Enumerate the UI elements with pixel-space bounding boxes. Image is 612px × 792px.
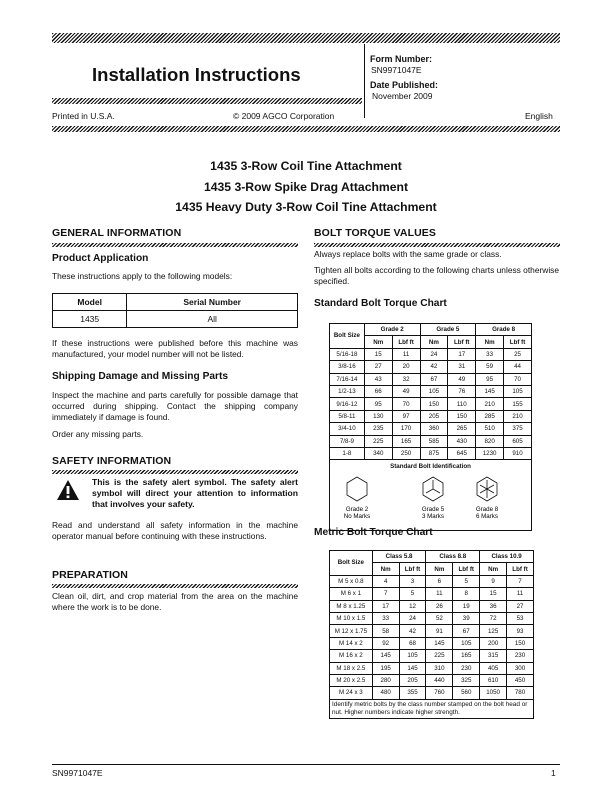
torque-value-cell: 36 — [480, 600, 507, 612]
torque-value-cell: 59 — [476, 361, 504, 373]
torque-value-cell: 97 — [392, 410, 420, 422]
torque-value-cell: 910 — [504, 447, 532, 459]
bolt-size-cell: 9/16-12 — [330, 398, 365, 410]
torque-value-cell: 200 — [480, 637, 507, 649]
torque-value-cell: 53 — [507, 612, 534, 624]
preparation-heading-hatch — [52, 584, 298, 588]
footer-form-number: SN9971047E — [52, 768, 103, 778]
torque-value-cell: 52 — [426, 612, 453, 624]
bolt-identification-graphic — [333, 474, 529, 528]
bolt-size-cell: M 10 x 1.5 — [330, 612, 373, 624]
footer-rule — [52, 764, 560, 765]
safety-alert-icon — [56, 479, 80, 501]
standard-torque-rows — [330, 348, 532, 460]
bolt-size-cell: M 12 x 1.75 — [330, 625, 373, 637]
printed-in: Printed in U.S.A. — [52, 111, 115, 121]
bolt-size-cell: 3/4-10 — [330, 423, 365, 435]
torque-value-cell: 125 — [480, 625, 507, 637]
table-row — [330, 674, 534, 686]
torque-value-cell: 205 — [420, 410, 448, 422]
copyright: © 2009 AGCO Corporation — [233, 111, 335, 121]
torque-value-cell: 760 — [426, 687, 453, 699]
torque-value-cell: 33 — [372, 612, 399, 624]
bolt-size-cell: 7/8-9 — [330, 435, 365, 447]
doc-title-1: 1435 3-Row Coil Tine Attachment — [210, 159, 402, 173]
torque-value-cell: 285 — [476, 410, 504, 422]
table-row — [330, 625, 534, 637]
bolt-size-cell: M 6 x 1 — [330, 588, 373, 600]
document-titles — [0, 156, 612, 218]
torque-value-cell: 105 — [504, 385, 532, 397]
table-row — [330, 447, 532, 459]
standard-size-header: Bolt Size — [330, 324, 365, 349]
torque-value-cell: 70 — [504, 373, 532, 385]
table-row — [330, 410, 532, 422]
torque-value-cell: 11 — [507, 588, 534, 600]
table-row — [330, 435, 532, 447]
standard-ident-label: Standard Bolt Identification — [330, 460, 532, 472]
safety-alert-text: This is the safety alert symbol. The safety alert symbol will direct your attention to information that involves your safety. — [92, 477, 298, 510]
torque-value-cell: 250 — [392, 447, 420, 459]
torque-value-cell: 230 — [507, 650, 534, 662]
model-cell: 1435 — [53, 311, 127, 328]
standard-chart-heading: Standard Bolt Torque Chart — [314, 298, 447, 309]
unit-header: Lbf ft — [453, 563, 480, 575]
bolt-identification-cell — [330, 472, 532, 530]
torque-value-cell: 92 — [372, 637, 399, 649]
torque-value-cell: 145 — [426, 637, 453, 649]
metric-group-header: Class 8.8 — [426, 551, 480, 563]
unit-header: Lbf ft — [448, 336, 476, 348]
standard-group-header: Grade 5 — [420, 324, 476, 336]
torque-value-cell: 49 — [448, 373, 476, 385]
torque-value-cell: 280 — [372, 674, 399, 686]
model-note: If these instructions were published before this machine was manufactured, your model number will not be listed. — [52, 338, 298, 360]
header-bottom-hatch — [52, 126, 560, 132]
torque-value-cell: 17 — [448, 348, 476, 360]
torque-value-cell: 355 — [399, 687, 426, 699]
torque-value-cell: 91 — [426, 625, 453, 637]
date-published: November 2009 — [372, 91, 433, 101]
date-label: Date Published: — [370, 80, 439, 90]
torque-value-cell: 20 — [392, 361, 420, 373]
table-row — [330, 662, 534, 674]
torque-value-cell: 15 — [480, 588, 507, 600]
grade5-marks: 3 Marks — [421, 513, 445, 521]
torque-value-cell: 605 — [504, 435, 532, 447]
table-row — [330, 423, 532, 435]
title-block — [52, 44, 364, 104]
torque-value-cell: 32 — [392, 373, 420, 385]
metric-torque-table — [329, 550, 534, 719]
serial-cell: All — [127, 311, 298, 328]
unit-header: Nm — [426, 563, 453, 575]
doc-title-2: 1435 3-Row Spike Drag Attachment — [203, 179, 409, 194]
table-row — [330, 361, 532, 373]
torque-value-cell: 585 — [420, 435, 448, 447]
bolt-text-1: Always replace bolts with the same grade or class. — [314, 249, 502, 259]
torque-value-cell: 430 — [448, 435, 476, 447]
torque-value-cell: 130 — [364, 410, 392, 422]
table-row — [330, 575, 534, 587]
torque-value-cell: 170 — [392, 423, 420, 435]
torque-value-cell: 315 — [480, 650, 507, 662]
torque-value-cell: 11 — [426, 588, 453, 600]
bolt-size-cell: M 20 x 2.5 — [330, 674, 373, 686]
torque-value-cell: 195 — [372, 662, 399, 674]
bolt-size-cell: 5/16-18 — [330, 348, 365, 360]
safety-heading-hatch — [52, 470, 298, 474]
bolt-torque-heading: BOLT TORQUE VALUES — [314, 227, 436, 239]
torque-value-cell: 42 — [399, 625, 426, 637]
bolt-size-cell: M 18 x 2.5 — [330, 662, 373, 674]
torque-value-cell: 265 — [448, 423, 476, 435]
torque-value-cell: 95 — [364, 398, 392, 410]
shipping-damage-heading: Shipping Damage and Missing Parts — [52, 371, 229, 382]
torque-value-cell: 7 — [372, 588, 399, 600]
torque-value-cell: 165 — [392, 435, 420, 447]
unit-header: Nm — [480, 563, 507, 575]
torque-value-cell: 26 — [426, 600, 453, 612]
torque-value-cell: 155 — [504, 398, 532, 410]
torque-value-cell: 67 — [420, 373, 448, 385]
torque-value-cell: 210 — [476, 398, 504, 410]
header-divider — [364, 44, 365, 118]
torque-value-cell: 76 — [448, 385, 476, 397]
torque-value-cell: 4 — [372, 575, 399, 587]
unit-header: Nm — [476, 336, 504, 348]
table-row — [330, 385, 532, 397]
page-number: 1 — [551, 768, 556, 778]
torque-value-cell: 150 — [448, 410, 476, 422]
torque-value-cell: 1230 — [476, 447, 504, 459]
grade5-bolt-head-icon — [423, 477, 443, 501]
torque-value-cell: 225 — [364, 435, 392, 447]
bolt-size-cell: M 16 x 2 — [330, 650, 373, 662]
torque-value-cell: 7 — [507, 575, 534, 587]
torque-value-cell: 12 — [399, 600, 426, 612]
torque-value-cell: 105 — [399, 650, 426, 662]
torque-value-cell: 93 — [507, 625, 534, 637]
general-heading-hatch — [52, 243, 298, 247]
title-underline-hatch — [52, 98, 362, 104]
torque-value-cell: 150 — [507, 637, 534, 649]
metric-note: Identify metric bolts by the class number stamped on the bolt head or nut. Higher numbers indicate higher strength. — [330, 699, 534, 718]
bolt-text-2: Tighten all bolts according to the following charts unless otherwise specified. — [314, 265, 560, 287]
torque-value-cell: 110 — [448, 398, 476, 410]
torque-value-cell: 480 — [372, 687, 399, 699]
torque-value-cell: 450 — [507, 674, 534, 686]
torque-value-cell: 235 — [364, 423, 392, 435]
torque-value-cell: 27 — [364, 361, 392, 373]
torque-value-cell: 560 — [453, 687, 480, 699]
grade2-marks: No Marks — [343, 513, 371, 521]
preparation-text: Clean oil, dirt, and crop material from the area on the machine where the work is to be done. — [52, 591, 298, 613]
table-row — [330, 373, 532, 385]
torque-value-cell: 145 — [476, 385, 504, 397]
torque-value-cell: 72 — [480, 612, 507, 624]
torque-value-cell: 150 — [420, 398, 448, 410]
torque-value-cell: 375 — [504, 423, 532, 435]
unit-header: Lbf ft — [399, 563, 426, 575]
torque-value-cell: 25 — [504, 348, 532, 360]
bolt-size-cell: 1/2-13 — [330, 385, 365, 397]
torque-value-cell: 610 — [480, 674, 507, 686]
safety-read-text: Read and understand all safety information in the machine operator manual before continuing with these instructions. — [52, 520, 298, 542]
unit-header: Nm — [372, 563, 399, 575]
torque-value-cell: 15 — [364, 348, 392, 360]
torque-value-cell: 44 — [504, 361, 532, 373]
order-parts-text: Order any missing parts. — [52, 429, 144, 439]
torque-value-cell: 225 — [426, 650, 453, 662]
torque-value-cell: 17 — [372, 600, 399, 612]
torque-value-cell: 510 — [476, 423, 504, 435]
torque-value-cell: 340 — [364, 447, 392, 459]
bolt-size-cell: 5/8-11 — [330, 410, 365, 422]
torque-value-cell: 43 — [364, 373, 392, 385]
torque-value-cell: 66 — [364, 385, 392, 397]
torque-value-cell: 3 — [399, 575, 426, 587]
torque-value-cell: 70 — [392, 398, 420, 410]
unit-header: Nm — [364, 336, 392, 348]
table-row — [330, 687, 534, 699]
bolt-heading-hatch — [314, 243, 560, 247]
torque-value-cell: 67 — [453, 625, 480, 637]
torque-value-cell: 58 — [372, 625, 399, 637]
grade2-label: Grade 2 — [345, 506, 369, 514]
grade8-marks: 6 Marks — [475, 513, 499, 521]
torque-value-cell: 875 — [420, 447, 448, 459]
grade8-label: Grade 8 — [475, 506, 499, 514]
bolt-size-cell: 3/8-16 — [330, 361, 365, 373]
torque-value-cell: 310 — [426, 662, 453, 674]
torque-value-cell: 24 — [399, 612, 426, 624]
table-row — [53, 311, 298, 328]
unit-header: Lbf ft — [504, 336, 532, 348]
bolt-size-cell: M 14 x 2 — [330, 637, 373, 649]
grade8-bolt-head-icon — [477, 477, 497, 501]
bolt-size-cell: M 8 x 1.25 — [330, 600, 373, 612]
torque-value-cell: 39 — [453, 612, 480, 624]
unit-header: Nm — [420, 336, 448, 348]
torque-value-cell: 68 — [399, 637, 426, 649]
torque-value-cell: 325 — [453, 674, 480, 686]
torque-value-cell: 205 — [399, 674, 426, 686]
torque-value-cell: 5 — [399, 588, 426, 600]
form-number: SN9971047E — [371, 65, 422, 75]
standard-group-header: Grade 8 — [476, 324, 532, 336]
metric-group-header: Class 5.8 — [372, 551, 426, 563]
table-row — [330, 588, 534, 600]
torque-value-cell: 440 — [426, 674, 453, 686]
torque-value-cell: 33 — [476, 348, 504, 360]
form-number-label: Form Number: — [370, 54, 433, 64]
grade2-bolt-head-icon — [347, 477, 367, 501]
model-column-header: Model — [53, 294, 127, 311]
torque-value-cell: 145 — [399, 662, 426, 674]
torque-value-cell: 24 — [420, 348, 448, 360]
safety-information-heading: SAFETY INFORMATION — [52, 455, 172, 467]
torque-value-cell: 11 — [392, 348, 420, 360]
standard-torque-table — [329, 323, 532, 531]
torque-value-cell: 9 — [480, 575, 507, 587]
torque-value-cell: 230 — [453, 662, 480, 674]
model-table — [52, 293, 298, 328]
standard-group-header: Grade 2 — [364, 324, 420, 336]
torque-value-cell: 105 — [420, 385, 448, 397]
torque-value-cell: 5 — [453, 575, 480, 587]
torque-value-cell: 1050 — [480, 687, 507, 699]
bolt-size-cell: 7/16-14 — [330, 373, 365, 385]
torque-value-cell: 165 — [453, 650, 480, 662]
metric-group-header: Class 10.9 — [480, 551, 534, 563]
language: English — [525, 111, 553, 121]
torque-value-cell: 8 — [453, 588, 480, 600]
product-application-heading: Product Application — [52, 253, 149, 264]
bolt-size-cell: M 5 x 0.8 — [330, 575, 373, 587]
page-title: Installation Instructions — [92, 64, 301, 85]
torque-value-cell: 105 — [453, 637, 480, 649]
table-row — [330, 600, 534, 612]
product-application-text: These instructions apply to the following models: — [52, 271, 233, 281]
table-row — [330, 398, 532, 410]
serial-column-header: Serial Number — [127, 294, 298, 311]
preparation-heading: PREPARATION — [52, 569, 128, 581]
torque-value-cell: 27 — [507, 600, 534, 612]
bolt-size-cell: M 24 x 3 — [330, 687, 373, 699]
torque-value-cell: 645 — [448, 447, 476, 459]
bolt-size-cell: 1-8 — [330, 447, 365, 459]
form-info — [368, 44, 560, 104]
table-row — [330, 650, 534, 662]
torque-value-cell: 405 — [480, 662, 507, 674]
torque-value-cell: 210 — [504, 410, 532, 422]
doc-title-3: 1435 Heavy Duty 3-Row Coil Tine Attachment — [175, 200, 437, 214]
torque-value-cell: 820 — [476, 435, 504, 447]
metric-size-header: Bolt Size — [330, 551, 373, 576]
torque-value-cell: 95 — [476, 373, 504, 385]
general-information-heading: GENERAL INFORMATION — [52, 227, 182, 239]
torque-value-cell: 300 — [507, 662, 534, 674]
table-row — [330, 348, 532, 360]
table-row — [330, 637, 534, 649]
torque-value-cell: 49 — [392, 385, 420, 397]
table-row — [330, 612, 534, 624]
unit-header: Lbf ft — [507, 563, 534, 575]
torque-value-cell: 19 — [453, 600, 480, 612]
shipping-damage-text: Inspect the machine and parts carefully for possible damage that occurred during shipping. Contact the shipping company immediately if damage is found. — [52, 390, 298, 423]
torque-value-cell: 780 — [507, 687, 534, 699]
torque-value-cell: 42 — [420, 361, 448, 373]
torque-value-cell: 6 — [426, 575, 453, 587]
unit-header: Lbf ft — [392, 336, 420, 348]
metric-torque-rows — [330, 575, 534, 699]
grade5-label: Grade 5 — [421, 506, 445, 514]
torque-value-cell: 360 — [420, 423, 448, 435]
top-hatch-bar — [52, 33, 560, 43]
torque-value-cell: 145 — [372, 650, 399, 662]
metric-chart-heading: Metric Bolt Torque Chart — [314, 527, 433, 538]
torque-value-cell: 31 — [448, 361, 476, 373]
